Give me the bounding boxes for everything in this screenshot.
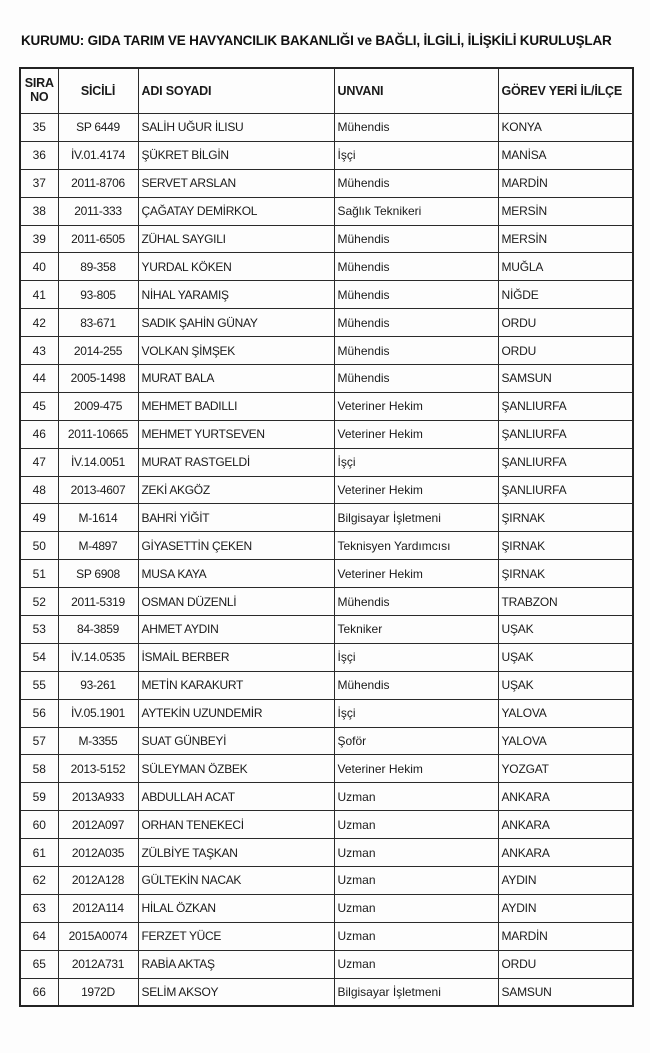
cell-sira-no: 66 bbox=[20, 978, 58, 1006]
header-gorev-yeri: GÖREV YERİ İL/İLÇE bbox=[498, 68, 633, 114]
cell-gorev-yeri: KONYA bbox=[498, 114, 633, 142]
cell-unvani: Mühendis bbox=[334, 281, 498, 309]
cell-unvani: Mühendis bbox=[334, 588, 498, 616]
cell-gorev-yeri: SAMSUN bbox=[498, 978, 633, 1006]
cell-adi-soyadi: SERVET ARSLAN bbox=[138, 169, 334, 197]
cell-adi-soyadi: ZEKİ AKGÖZ bbox=[138, 476, 334, 504]
table-row bbox=[20, 504, 633, 532]
table-row bbox=[20, 337, 633, 365]
cell-sira-no: 48 bbox=[20, 476, 58, 504]
table-row bbox=[20, 169, 633, 197]
cell-adi-soyadi: METİN KARAKURT bbox=[138, 671, 334, 699]
header-adi-soyadi: ADI SOYADI bbox=[138, 68, 334, 114]
cell-unvani: Mühendis bbox=[334, 253, 498, 281]
cell-adi-soyadi: MEHMET BADILLI bbox=[138, 392, 334, 420]
cell-sicili: 2013-4607 bbox=[58, 476, 138, 504]
header-unvani: UNVANI bbox=[334, 68, 498, 114]
cell-sira-no: 61 bbox=[20, 839, 58, 867]
cell-adi-soyadi: AYTEKİN UZUNDEMİR bbox=[138, 699, 334, 727]
cell-sicili: 2012A128 bbox=[58, 867, 138, 895]
table-row bbox=[20, 420, 633, 448]
cell-sira-no: 54 bbox=[20, 643, 58, 671]
table-row bbox=[20, 365, 633, 393]
cell-sira-no: 53 bbox=[20, 616, 58, 644]
cell-sicili: 2012A097 bbox=[58, 811, 138, 839]
cell-sicili: 2011-5319 bbox=[58, 588, 138, 616]
table-row bbox=[20, 671, 633, 699]
cell-unvani: Sağlık Teknikeri bbox=[334, 197, 498, 225]
table-row bbox=[20, 392, 633, 420]
cell-gorev-yeri: NİĞDE bbox=[498, 281, 633, 309]
document-title: KURUMU: GIDA TARIM VE HAVYANCILIK BAKANLIĞI ve BAĞLI, İLGİLİ, İLİŞKİLİ KURULUŞLAR bbox=[21, 33, 612, 48]
cell-sira-no: 56 bbox=[20, 699, 58, 727]
cell-sicili: İV.05.1901 bbox=[58, 699, 138, 727]
cell-sira-no: 38 bbox=[20, 197, 58, 225]
table-row bbox=[20, 755, 633, 783]
cell-unvani: Mühendis bbox=[334, 169, 498, 197]
cell-sira-no: 51 bbox=[20, 560, 58, 588]
cell-gorev-yeri: MERSİN bbox=[498, 225, 633, 253]
cell-unvani: Bilgisayar İşletmeni bbox=[334, 978, 498, 1006]
cell-unvani: Mühendis bbox=[334, 671, 498, 699]
cell-gorev-yeri: ANKARA bbox=[498, 811, 633, 839]
cell-adi-soyadi: ÇAĞATAY DEMİRKOL bbox=[138, 197, 334, 225]
cell-sicili: 2012A035 bbox=[58, 839, 138, 867]
cell-sicili: 2009-475 bbox=[58, 392, 138, 420]
table-row bbox=[20, 560, 633, 588]
cell-sira-no: 58 bbox=[20, 755, 58, 783]
table-row bbox=[20, 811, 633, 839]
cell-sicili: 93-261 bbox=[58, 671, 138, 699]
cell-sicili: SP 6449 bbox=[58, 114, 138, 142]
cell-adi-soyadi: MUSA KAYA bbox=[138, 560, 334, 588]
cell-unvani: Uzman bbox=[334, 950, 498, 978]
cell-gorev-yeri: MERSİN bbox=[498, 197, 633, 225]
cell-sicili: 2012A114 bbox=[58, 894, 138, 922]
cell-sicili: M-4897 bbox=[58, 532, 138, 560]
table-row bbox=[20, 839, 633, 867]
table-row bbox=[20, 699, 633, 727]
table-row bbox=[20, 783, 633, 811]
table-row bbox=[20, 643, 633, 671]
cell-adi-soyadi: MURAT RASTGELDİ bbox=[138, 448, 334, 476]
cell-gorev-yeri: ŞIRNAK bbox=[498, 532, 633, 560]
cell-unvani: Teknisyen Yardımcısı bbox=[334, 532, 498, 560]
table-row bbox=[20, 978, 633, 1006]
cell-unvani: Mühendis bbox=[334, 337, 498, 365]
cell-sira-no: 59 bbox=[20, 783, 58, 811]
cell-sira-no: 62 bbox=[20, 867, 58, 895]
cell-adi-soyadi: ZÜLBİYE TAŞKAN bbox=[138, 839, 334, 867]
cell-adi-soyadi: GÜLTEKİN NACAK bbox=[138, 867, 334, 895]
table-row bbox=[20, 727, 633, 755]
cell-gorev-yeri: TRABZON bbox=[498, 588, 633, 616]
cell-sira-no: 63 bbox=[20, 894, 58, 922]
cell-sira-no: 40 bbox=[20, 253, 58, 281]
cell-adi-soyadi: BAHRİ YİĞİT bbox=[138, 504, 334, 532]
cell-gorev-yeri: UŞAK bbox=[498, 616, 633, 644]
cell-adi-soyadi: SALİH UĞUR İLISU bbox=[138, 114, 334, 142]
cell-adi-soyadi: YURDAL KÖKEN bbox=[138, 253, 334, 281]
cell-adi-soyadi: SÜLEYMAN ÖZBEK bbox=[138, 755, 334, 783]
cell-sicili: 2013-5152 bbox=[58, 755, 138, 783]
table-row bbox=[20, 114, 633, 142]
cell-adi-soyadi: FERZET YÜCE bbox=[138, 922, 334, 950]
cell-gorev-yeri: YALOVA bbox=[498, 699, 633, 727]
table-row bbox=[20, 281, 633, 309]
cell-unvani: Uzman bbox=[334, 894, 498, 922]
cell-sicili: 84-3859 bbox=[58, 616, 138, 644]
cell-unvani: Tekniker bbox=[334, 616, 498, 644]
cell-sicili: İV.14.0535 bbox=[58, 643, 138, 671]
table-row bbox=[20, 225, 633, 253]
cell-sicili: M-3355 bbox=[58, 727, 138, 755]
table-header bbox=[20, 68, 633, 114]
cell-adi-soyadi: ABDULLAH ACAT bbox=[138, 783, 334, 811]
cell-sira-no: 47 bbox=[20, 448, 58, 476]
cell-sira-no: 35 bbox=[20, 114, 58, 142]
table-row bbox=[20, 476, 633, 504]
cell-unvani: Şoför bbox=[334, 727, 498, 755]
cell-unvani: Uzman bbox=[334, 867, 498, 895]
cell-sicili: İV.14.0051 bbox=[58, 448, 138, 476]
cell-adi-soyadi: İSMAİL BERBER bbox=[138, 643, 334, 671]
cell-adi-soyadi: MURAT BALA bbox=[138, 365, 334, 393]
table-row bbox=[20, 894, 633, 922]
cell-sicili: 2011-333 bbox=[58, 197, 138, 225]
cell-gorev-yeri: ŞANLIURFA bbox=[498, 420, 633, 448]
cell-unvani: Veteriner Hekim bbox=[334, 392, 498, 420]
cell-adi-soyadi: ZÜHAL SAYGILI bbox=[138, 225, 334, 253]
cell-sicili: 2011-6505 bbox=[58, 225, 138, 253]
cell-gorev-yeri: ŞIRNAK bbox=[498, 504, 633, 532]
cell-sira-no: 49 bbox=[20, 504, 58, 532]
cell-adi-soyadi: RABİA AKTAŞ bbox=[138, 950, 334, 978]
cell-gorev-yeri: UŞAK bbox=[498, 643, 633, 671]
cell-adi-soyadi: SADIK ŞAHİN GÜNAY bbox=[138, 309, 334, 337]
cell-gorev-yeri: ORDU bbox=[498, 950, 633, 978]
cell-gorev-yeri: ŞANLIURFA bbox=[498, 476, 633, 504]
cell-adi-soyadi: GİYASETTİN ÇEKEN bbox=[138, 532, 334, 560]
cell-sicili: M-1614 bbox=[58, 504, 138, 532]
cell-unvani: Uzman bbox=[334, 839, 498, 867]
cell-sira-no: 60 bbox=[20, 811, 58, 839]
cell-unvani: Uzman bbox=[334, 811, 498, 839]
table-row bbox=[20, 867, 633, 895]
cell-sicili: 2015A0074 bbox=[58, 922, 138, 950]
table-row bbox=[20, 616, 633, 644]
cell-unvani: Veteriner Hekim bbox=[334, 420, 498, 448]
cell-gorev-yeri: ANKARA bbox=[498, 783, 633, 811]
cell-gorev-yeri: YOZGAT bbox=[498, 755, 633, 783]
cell-gorev-yeri: MUĞLA bbox=[498, 253, 633, 281]
cell-adi-soyadi: AHMET AYDIN bbox=[138, 616, 334, 644]
cell-sicili: SP 6908 bbox=[58, 560, 138, 588]
cell-adi-soyadi: SELİM AKSOY bbox=[138, 978, 334, 1006]
cell-unvani: Mühendis bbox=[334, 114, 498, 142]
table-row bbox=[20, 448, 633, 476]
cell-unvani: İşçi bbox=[334, 141, 498, 169]
cell-unvani: Veteriner Hekim bbox=[334, 755, 498, 783]
cell-sira-no: 45 bbox=[20, 392, 58, 420]
cell-unvani: Mühendis bbox=[334, 309, 498, 337]
header-sira-no: SIRA NO bbox=[20, 68, 58, 114]
cell-unvani: Bilgisayar İşletmeni bbox=[334, 504, 498, 532]
table-row bbox=[20, 532, 633, 560]
cell-gorev-yeri: ORDU bbox=[498, 337, 633, 365]
header-sicili: SİCİLİ bbox=[58, 68, 138, 114]
personnel-table bbox=[19, 67, 634, 1007]
cell-sicili: 2011-10665 bbox=[58, 420, 138, 448]
table-row bbox=[20, 950, 633, 978]
cell-gorev-yeri: SAMSUN bbox=[498, 365, 633, 393]
cell-sira-no: 41 bbox=[20, 281, 58, 309]
cell-adi-soyadi: MEHMET YURTSEVEN bbox=[138, 420, 334, 448]
cell-sira-no: 39 bbox=[20, 225, 58, 253]
cell-sira-no: 55 bbox=[20, 671, 58, 699]
cell-sira-no: 57 bbox=[20, 727, 58, 755]
cell-sira-no: 36 bbox=[20, 141, 58, 169]
cell-unvani: Uzman bbox=[334, 922, 498, 950]
cell-gorev-yeri: ŞANLIURFA bbox=[498, 448, 633, 476]
cell-unvani: İşçi bbox=[334, 699, 498, 727]
cell-unvani: İşçi bbox=[334, 643, 498, 671]
cell-sicili: 2011-8706 bbox=[58, 169, 138, 197]
cell-unvani: İşçi bbox=[334, 448, 498, 476]
table-row bbox=[20, 309, 633, 337]
cell-sicili: İV.01.4174 bbox=[58, 141, 138, 169]
cell-gorev-yeri: UŞAK bbox=[498, 671, 633, 699]
cell-adi-soyadi: OSMAN DÜZENLİ bbox=[138, 588, 334, 616]
cell-unvani: Veteriner Hekim bbox=[334, 560, 498, 588]
table-row bbox=[20, 922, 633, 950]
cell-sira-no: 43 bbox=[20, 337, 58, 365]
cell-adi-soyadi: SUAT GÜNBEYİ bbox=[138, 727, 334, 755]
header-row bbox=[20, 68, 633, 114]
cell-gorev-yeri: ANKARA bbox=[498, 839, 633, 867]
table-row bbox=[20, 253, 633, 281]
cell-gorev-yeri: MARDİN bbox=[498, 922, 633, 950]
cell-sira-no: 37 bbox=[20, 169, 58, 197]
cell-gorev-yeri: MARDİN bbox=[498, 169, 633, 197]
cell-unvani: Mühendis bbox=[334, 225, 498, 253]
cell-sira-no: 64 bbox=[20, 922, 58, 950]
cell-adi-soyadi: HİLAL ÖZKAN bbox=[138, 894, 334, 922]
cell-adi-soyadi: NİHAL YARAMIŞ bbox=[138, 281, 334, 309]
cell-gorev-yeri: YALOVA bbox=[498, 727, 633, 755]
cell-sicili: 83-671 bbox=[58, 309, 138, 337]
table-body bbox=[20, 114, 633, 1007]
cell-adi-soyadi: ORHAN TENEKECİ bbox=[138, 811, 334, 839]
cell-gorev-yeri: ŞIRNAK bbox=[498, 560, 633, 588]
cell-gorev-yeri: ORDU bbox=[498, 309, 633, 337]
cell-sira-no: 52 bbox=[20, 588, 58, 616]
cell-gorev-yeri: AYDIN bbox=[498, 894, 633, 922]
cell-sicili: 89-358 bbox=[58, 253, 138, 281]
cell-gorev-yeri: AYDIN bbox=[498, 867, 633, 895]
cell-sira-no: 65 bbox=[20, 950, 58, 978]
cell-sira-no: 50 bbox=[20, 532, 58, 560]
table-row bbox=[20, 197, 633, 225]
cell-sicili: 93-805 bbox=[58, 281, 138, 309]
cell-sicili: 2014-255 bbox=[58, 337, 138, 365]
cell-gorev-yeri: ŞANLIURFA bbox=[498, 392, 633, 420]
table-row bbox=[20, 588, 633, 616]
cell-sicili: 2005-1498 bbox=[58, 365, 138, 393]
cell-adi-soyadi: ŞÜKRET BİLGİN bbox=[138, 141, 334, 169]
cell-unvani: Veteriner Hekim bbox=[334, 476, 498, 504]
cell-sicili: 2013A933 bbox=[58, 783, 138, 811]
cell-unvani: Mühendis bbox=[334, 365, 498, 393]
table-row bbox=[20, 141, 633, 169]
cell-gorev-yeri: MANİSA bbox=[498, 141, 633, 169]
cell-sicili: 1972D bbox=[58, 978, 138, 1006]
cell-sira-no: 44 bbox=[20, 365, 58, 393]
cell-sira-no: 42 bbox=[20, 309, 58, 337]
cell-unvani: Uzman bbox=[334, 783, 498, 811]
cell-adi-soyadi: VOLKAN ŞİMŞEK bbox=[138, 337, 334, 365]
cell-sira-no: 46 bbox=[20, 420, 58, 448]
cell-sicili: 2012A731 bbox=[58, 950, 138, 978]
